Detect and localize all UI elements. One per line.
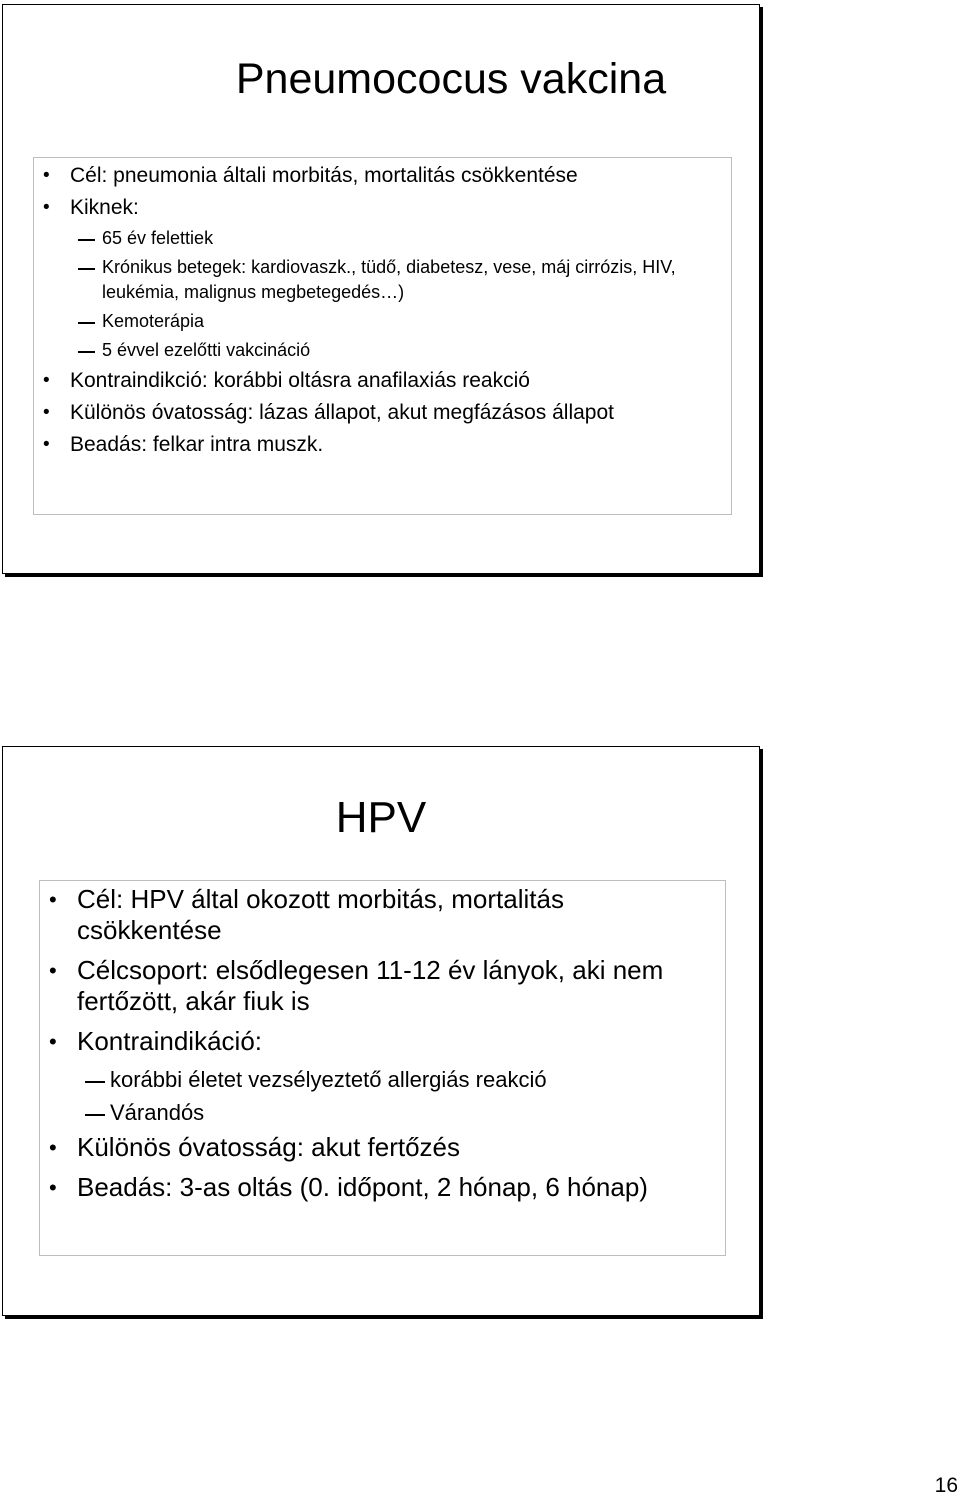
bullet-item: • Kontraindikció: korábbi oltásra anafilaxiás reakció (34, 367, 721, 394)
slide-hpv (2, 746, 760, 1316)
sub-bullet-item: Kemoterápia (34, 309, 721, 334)
sub-bullet-item: 65 év felettiek (34, 226, 721, 251)
bullet-item: • Kiknek: (34, 194, 721, 221)
bullet-item: • Kontraindikáció: (40, 1026, 705, 1057)
sub-bullet-item: korábbi életet vezsélyeztető allergiás reakció (40, 1066, 705, 1094)
bullet-list (34, 162, 721, 463)
sub-bullet-item: 5 évvel ezelőtti vakcináció (34, 338, 721, 363)
bullet-item: • Cél: pneumonia általi morbitás, mortalitás csökkentése (34, 162, 721, 189)
slide-body (33, 157, 732, 515)
slide-title: HPV (335, 793, 427, 842)
bullet-item: • Cél: HPV által okozott morbitás, mortalitás csökkentése (40, 884, 705, 946)
bullet-item: • Beadás: felkar intra muszk. (34, 431, 721, 458)
slide-title: Pneumococus vakcina (235, 55, 667, 103)
bullet-item: • Célcsoport: elsődlegesen 11-12 év lányok, aki nem fertőzött, akár fiuk is (40, 955, 705, 1017)
sub-bullet-item: Várandós (40, 1099, 705, 1127)
bullet-item: • Különös óvatosság: lázas állapot, akut megfázásos állapot (34, 399, 721, 426)
page-number: 16 (934, 1474, 958, 1497)
slide-body (39, 880, 726, 1256)
slide-pneumococcus (2, 4, 760, 574)
bullet-item: • Beadás: 3-as oltás (0. időpont, 2 hónap, 6 hónap) (40, 1172, 705, 1203)
bullet-list (40, 884, 705, 1212)
sub-bullet-item: Krónikus betegek: kardiovaszk., tüdő, diabetesz, vese, máj cirrózis, HIV, leukémia, malignus megbetegedés…) (34, 255, 721, 305)
bullet-item: • Különös óvatosság: akut fertőzés (40, 1132, 705, 1163)
